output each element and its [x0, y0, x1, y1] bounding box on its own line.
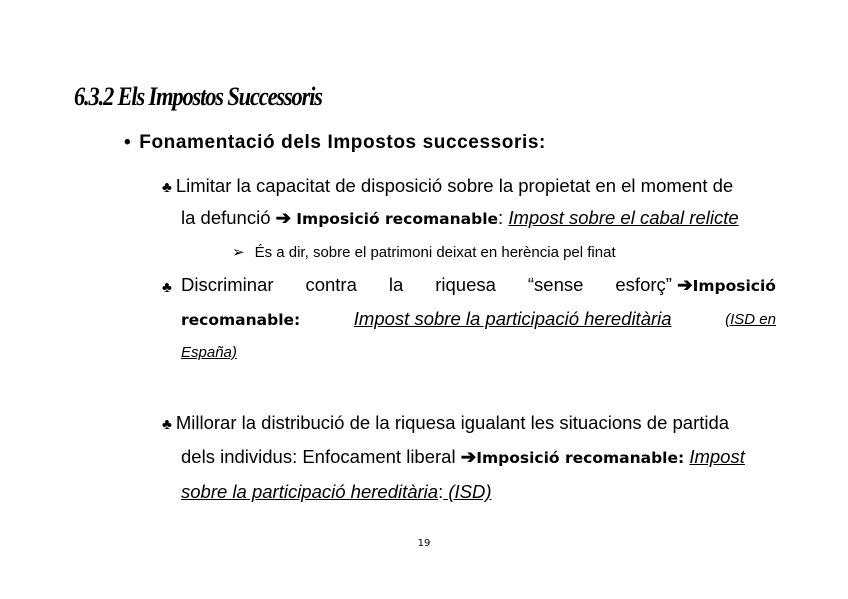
item-3-line-3 [181, 481, 492, 503]
item-1-sub [232, 243, 616, 261]
item-3-participacio-link: sobre la participació hereditària [181, 481, 439, 502]
arrow-right-icon: ➔ [460, 446, 477, 467]
item-2-word: contra [305, 274, 357, 295]
item-2-imposicio: Imposició [692, 277, 776, 295]
arrow-right-icon: ➔ [275, 207, 292, 228]
item-2-imp-group [615, 274, 776, 296]
bullet-title-text: Fonamentació dels Impostos successoris: [139, 132, 546, 153]
item-2-line-1 [181, 274, 776, 296]
item-1-line-1 [162, 175, 733, 197]
item-2-recomanable: recomanable: [181, 311, 301, 329]
item-3-text-2: dels individus: Enfocament liberal [181, 446, 456, 467]
club-icon: ♣ [162, 179, 172, 196]
item-2-word: esforç” [615, 274, 672, 295]
item-3-colon: : [438, 481, 444, 502]
item-2-isd: (ISD en [725, 311, 776, 328]
item-1-colon: : [498, 207, 504, 228]
section-heading: 6.3.2 Els Impostos Successoris [74, 82, 322, 111]
item-1-line-2 [181, 207, 739, 229]
item-2-word: “sense [527, 274, 584, 295]
item-1-impost-link: Impost sobre el cabal relicte [508, 207, 739, 228]
item-3-isd: (ISD) [443, 481, 492, 502]
item-2-word: la [388, 274, 404, 295]
item-3-line-1 [162, 412, 729, 434]
item-2-word: riquesa [435, 274, 496, 295]
item-3-imposicio: Imposició recomanable: [476, 449, 685, 467]
arrow-right-icon: ➔ [677, 274, 693, 295]
item-2-line-3 [181, 344, 237, 362]
item-1-text-2: la defunció [181, 207, 271, 228]
bullet-dot-icon: • [124, 132, 132, 153]
club-icon: ♣ [162, 416, 172, 433]
item-3-text: Millorar la distribució de la riquesa igualant les situacions de partida [175, 412, 730, 433]
item-3-line-2 [181, 446, 745, 468]
item-3-impost-link: Impost [689, 446, 745, 467]
arrowhead-bullet-icon: ➢ [232, 244, 245, 261]
item-1-text: Limitar la capacitat de disposició sobre la propietat en el moment de [175, 175, 734, 196]
item-1-sub-text: És a dir, sobre el patrimoni deixat en herència pel finat [254, 244, 616, 261]
item-2-espana: España) [181, 344, 237, 361]
item-2-word: Discriminar [181, 274, 274, 295]
item-1-imposicio: Imposició recomanable [296, 210, 499, 228]
bullet-title [124, 132, 546, 154]
club-icon: ♣ [162, 279, 172, 296]
item-2-impost-link: Impost sobre la participació hereditària [353, 308, 672, 329]
page-number: 19 [417, 538, 431, 549]
item-2-line-2 [181, 308, 776, 332]
